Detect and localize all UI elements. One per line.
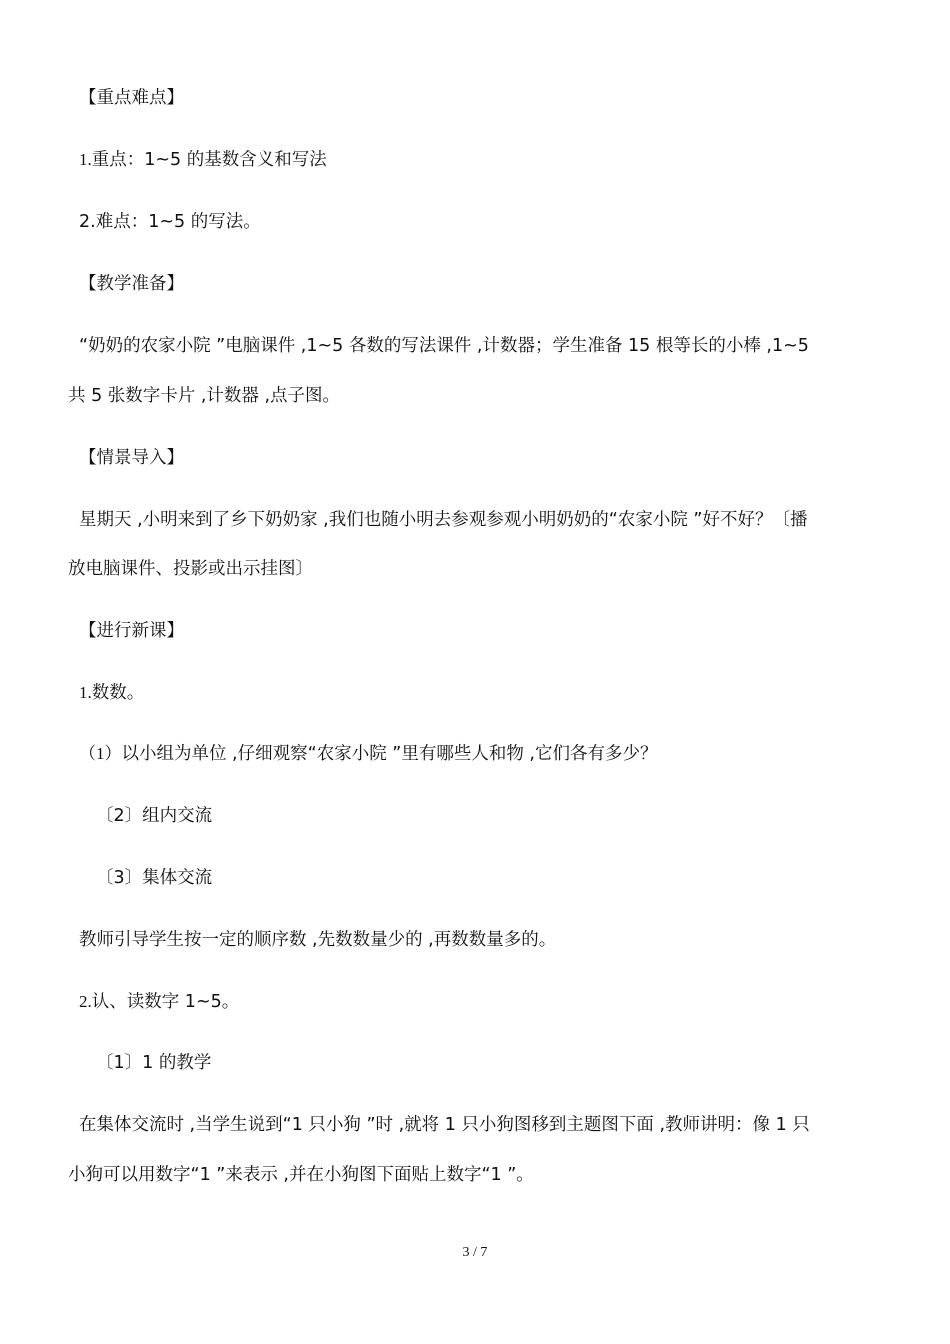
paragraph-exchange-line1: 在集体交流时 ,当学生说到“1 只小狗 ”时 ,就将 1 只小狗图移到主题图下面 ,教师讲明：像 1 只 [79, 1115, 810, 1135]
paragraph-difficulty: 2.难点：1~5 的写法。 [79, 212, 261, 232]
paragraph-teacher-guide: 教师引导学生按一定的顺序数 ,先数数量少的 ,再数数量多的。 [79, 930, 557, 950]
paragraph-collective-exchange: 〔3〕集体交流 [96, 868, 213, 888]
paragraph-text: 数数。 [91, 683, 145, 703]
paragraph-text: 以小组为单位 ,仔细观察“农家小院 ”里有哪些人和物 ,它们各有多少？ [121, 744, 658, 764]
paragraph-scenario-line2: 放电脑课件、投影或出示挂图〕 [68, 559, 313, 579]
paragraph-teach-one: 〔1〕1 的教学 [96, 1053, 212, 1073]
paragraph-preparation-line1: “奶奶的农家小院 ”电脑课件 ,1~5 各数的写法课件 ,计数器；学生准备 15 根等长的小棒 ,1~5 [79, 336, 809, 356]
paragraph-group-observe [79, 742, 657, 766]
list-number: 1. [79, 150, 92, 169]
paragraph-text: 重点：1~5 的基数含义和写法 [91, 150, 327, 170]
paragraph-exchange-line2: 小狗可以用数字“1 ”来表示 ,并在小狗图下面贴上数字“1 ”。 [68, 1165, 534, 1185]
list-number: 2. [79, 992, 92, 1011]
paragraph-read-digits [79, 990, 239, 1014]
paragraph-counting [79, 681, 144, 705]
paragraph-group-exchange: 〔2〕组内交流 [96, 806, 213, 826]
page-number: 3 / 7 [462, 1245, 488, 1260]
heading-scenario: 【情景导入】 [79, 448, 184, 468]
heading-new-lesson: 【进行新课】 [79, 621, 184, 641]
list-number: 1. [79, 683, 92, 702]
paragraph-preparation-line2: 共 5 张数字卡片 ,计数器 ,点子图。 [68, 386, 341, 406]
heading-preparation: 【教学准备】 [79, 274, 184, 294]
paragraph-key-point [79, 148, 327, 172]
heading-key-points: 【重点难点】 [79, 88, 184, 108]
list-number: （1） [79, 744, 122, 763]
paragraph-text: 认、读数字 1~5。 [91, 992, 240, 1012]
paragraph-scenario-line1: 星期天 ,小明来到了乡下奶奶家 ,我们也随小明去参观参观小明奶奶的“农家小院 ”好不好？〔播 [79, 510, 808, 530]
